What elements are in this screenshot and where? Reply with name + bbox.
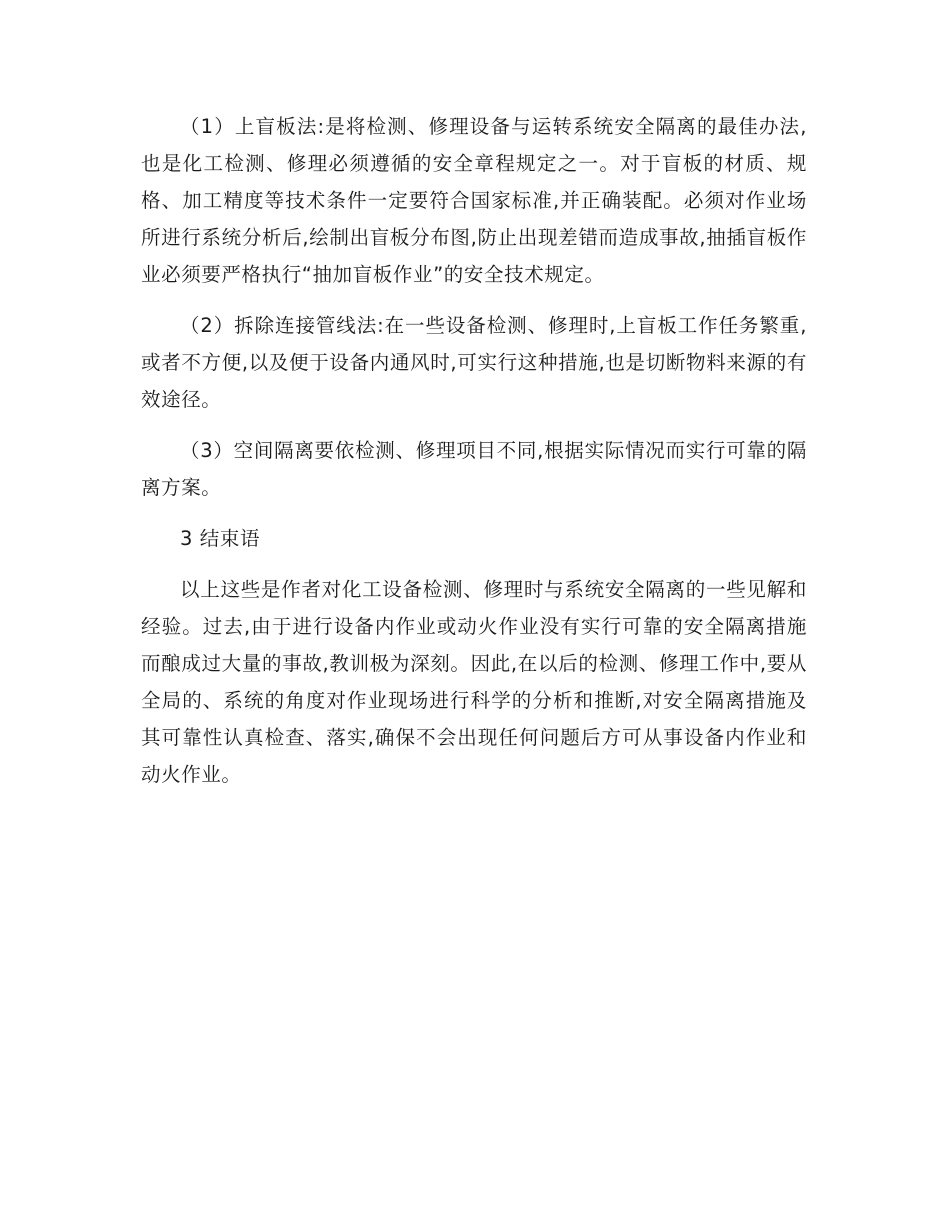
paragraph-conclusion: 以上这些是作者对化工设备检测、修理时与系统安全隔离的一些见解和经验。过去,由于进行设备内作业或动火作业没有实行可靠的安全隔离措施而酿成过大量的事故,教训极为深刻。因此,在以后的检测、修理工作中,要从全局的、系统的角度对作业现场进行科学的分析和推断,对安全隔离措施及其可靠性认真检查、落实,确保不会出现任何问题后方可从事设备内作业和动火作业。 [141, 578, 807, 786]
paragraph-blind-plate-method: （1）上盲板法:是将检测、修理设备与运转系统安全隔离的最佳办法,也是化工检测、修理必须遵循的安全章程规定之一。对于盲板的材质、规格、加工精度等技术条件一定要符合国家标准,并正确装配。必须对作业场所进行系统分析后,绘制出盲板分布图,防止出现差错而造成事故,抽插盲板作业必须要严格执行“抽加盲板作业”的安全技术规定。 [141, 115, 807, 286]
paragraph-disconnect-pipeline-method: （2）拆除连接管线法:在一些设备检测、修理时,上盲板工作任务繁重,或者不方便,以及便于设备内通风时,可实行这种措施,也是切断物料来源的有效途径。 [141, 314, 807, 411]
document-body [141, 108, 807, 807]
section-heading-conclusion: 3 结束语 [180, 527, 261, 550]
paragraph-space-isolation: （3）空间隔离要依检测、修理项目不同,根据实际情况而实行可靠的隔离方案。 [141, 439, 807, 499]
